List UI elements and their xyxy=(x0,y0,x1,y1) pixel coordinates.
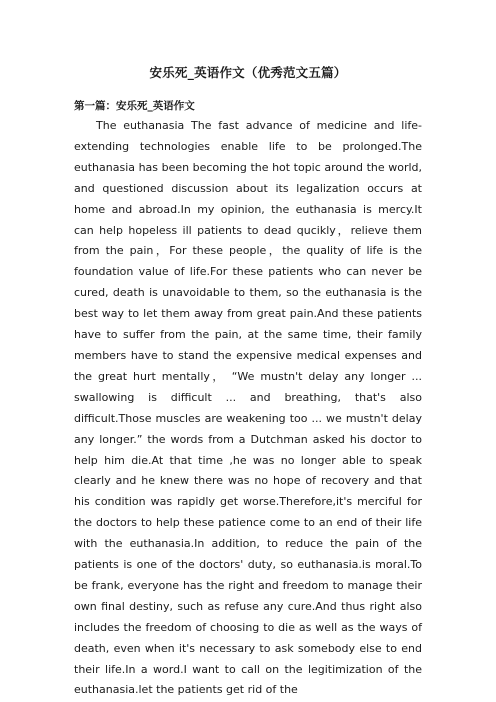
body-paragraph: The euthanasia The fast advance of medicine and life-extending technologies enable life to be prolonged.The euthanasia has been becoming the hot topic around the world, and questioned discussion about its legalization occurs at home and abroad.In my opinion, the euthanasia is mercy.It can help hopeless ill patients to dead qucikly，relieve them from the pain，For these people，the quality of life is the foundation value of life.For these patients who can never be cured, death is unavoidable to them, so the euthanasia is the best way to let them away from great pain.And these patients have to suffer from the pain, at the same time, their family members have to stand the expensive medical expenses and the great hurt mentally， “We mustn't delay any longer ... swallowing is difficult ... and breathing, that's also difficult.Those muscles are weakening too ... we mustn't delay any longer.” the words from a Dutchman asked his doctor to help him die.At that time ,he was no longer able to speak clearly and he knew there was no hope of recovery and that his condition was rapidly get worse.Therefore,it's merciful for the doctors to help these patience come to an end of their life with the euthanasia.In addition, to reduce the pain of the patients is one of the doctors' duty, so euthanasia.is moral.To be frank, everyone has the right and freedom to manage their own final destiny, such as refuse any cure.And thus right also includes the freedom of choosing to die as well as the ways of death, even when it's necessary to ask somebody else to end their life.In a word.I want to call on the legitimization of the euthanasia.let the patients get rid of the xyxy=(74,119,422,697)
document-title: 安乐死_英语作文（优秀范文五篇） xyxy=(149,65,347,80)
section-heading: 第一篇：安乐死_英语作文 xyxy=(74,100,195,112)
